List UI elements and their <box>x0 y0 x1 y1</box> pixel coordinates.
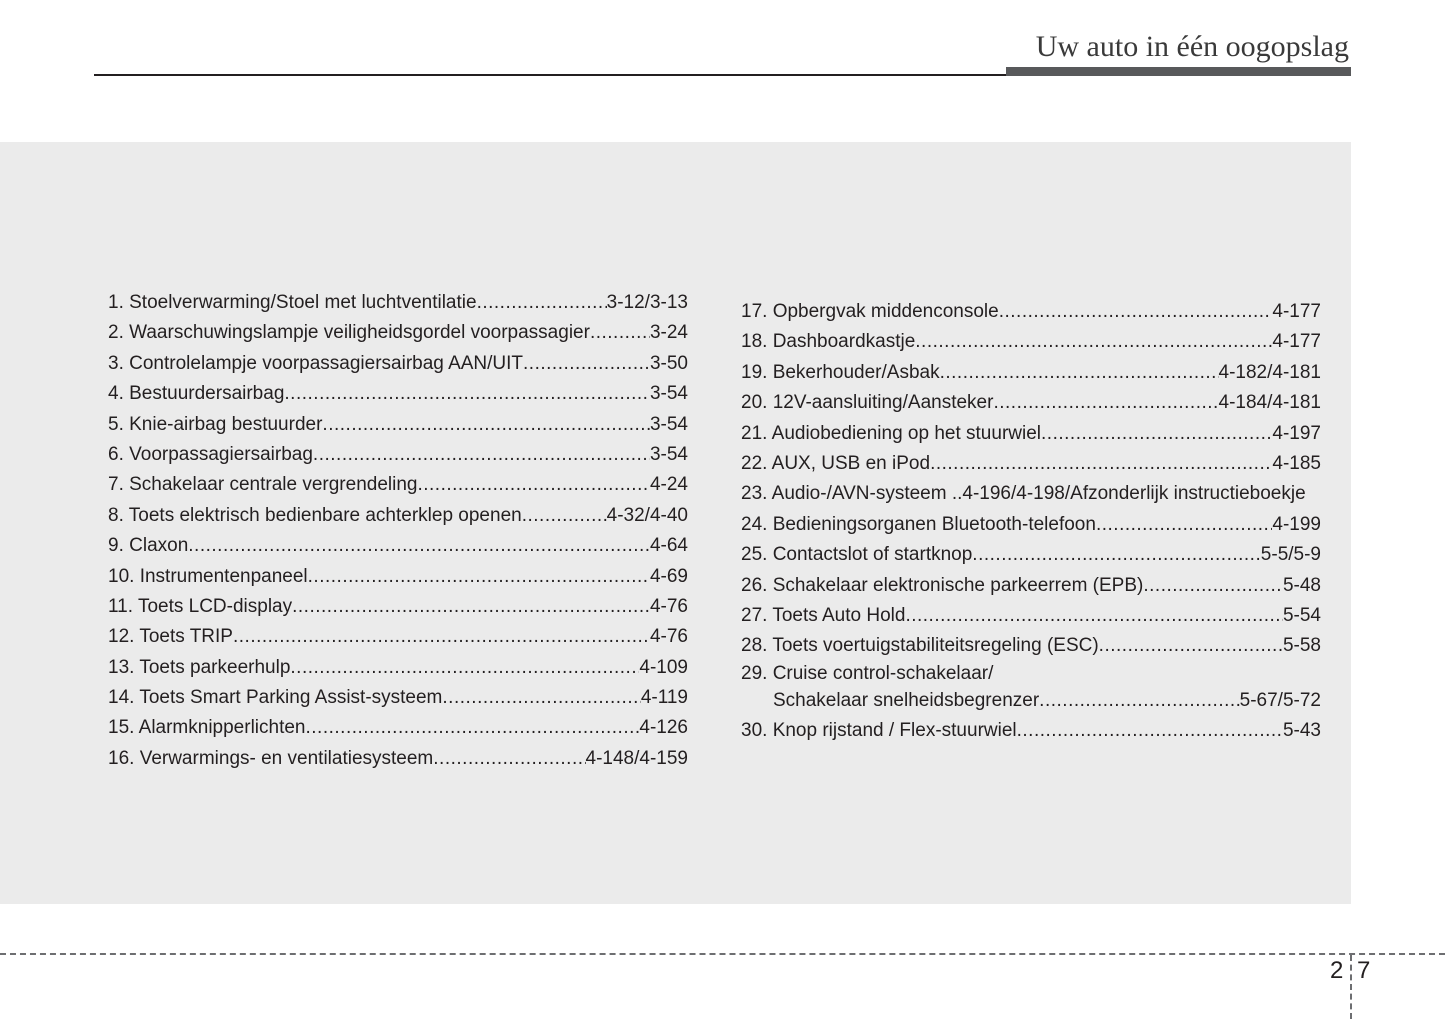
left-column <box>108 288 688 774</box>
list-item: 14. Toets Smart Parking Assist-systeem ..... 4-119 <box>108 683 688 713</box>
list-item: 20. 12V-aansluiting/Aansteker ..... 4-184/4-181 <box>741 388 1321 418</box>
list-item: 25. Contactslot of startknop ..... 5-5/5-9 <box>741 540 1321 570</box>
list-item: 11. Toets LCD-display ..... 4-76 <box>108 592 688 622</box>
list-item: 23. Audio-/AVN-systeem ..4-196/4-198/Afzonderlijk instructieboekje <box>741 483 1306 505</box>
list-item: 8. Toets elektrisch bedienbare achterklep openen ..... 4-32/4-40 <box>108 501 688 531</box>
list-item: 18. Dashboardkastje ..... 4-177 <box>741 327 1321 357</box>
list-item: 17. Opbergvak middenconsole ..... 4-177 <box>741 297 1321 327</box>
list-item: 4. Bestuurdersairbag ..... 3-54 <box>108 379 688 409</box>
list-item: 3. Controlelampje voorpassagiersairbag AAN/UIT ..... 3-50 <box>108 349 688 379</box>
list-item: 12. Toets TRIP ..... 4-76 <box>108 622 688 652</box>
page-number-divider <box>1350 955 1352 1019</box>
list-item: 15. Alarmknipperlichten ..... 4-126 <box>108 713 688 743</box>
list-item: 27. Toets Auto Hold ..... 5-54 <box>741 601 1321 631</box>
header-rule <box>94 74 1006 76</box>
list-item: 1. Stoelverwarming/Stoel met luchtventilatie ..... 3-12/3-13 <box>108 288 688 318</box>
list-item: 9. Claxon ..... 4-64 <box>108 531 688 561</box>
header-rule-accent <box>1006 67 1351 76</box>
footer-rule <box>0 953 1445 955</box>
list-item: 10. Instrumentenpaneel ..... 4-69 <box>108 562 688 592</box>
list-item: 7. Schakelaar centrale vergrendeling ..... 4-24 <box>108 470 688 500</box>
list-item: 19. Bekerhouder/Asbak ..... 4-182/4-181 <box>741 358 1321 388</box>
list-item: 28. Toets voertuigstabiliteitsregeling (ESC) ..... 5-58 <box>741 631 1321 661</box>
page-number: 7 <box>1357 957 1371 984</box>
list-item: 21. Audiobediening op het stuurwiel ..... 4-197 <box>741 419 1321 449</box>
list-item: 16. Verwarmings- en ventilatiesysteem ..... 4-148/4-159 <box>108 744 688 774</box>
list-item: 24. Bedieningsorganen Bluetooth-telefoon ..... 4-199 <box>741 510 1321 540</box>
right-column <box>741 297 1321 746</box>
list-item: 29. Cruise control-schakelaar/ Schakelaar snelheidsbegrenzer ..... 5-67/5-72 <box>741 662 1321 716</box>
list-item: 6. Voorpassagiersairbag ..... 3-54 <box>108 440 688 470</box>
section-number: 2 <box>1330 957 1344 984</box>
list-item: 2. Waarschuwingslampje veiligheidsgordel voorpassagier ..... 3-24 <box>108 318 688 348</box>
list-item: 5. Knie-airbag bestuurder ..... 3-54 <box>108 410 688 440</box>
list-item: 26. Schakelaar elektronische parkeerrem (EPB) ..... 5-48 <box>741 571 1321 601</box>
list-item: 22. AUX, USB en iPod ..... 4-185 <box>741 449 1321 479</box>
list-item: 30. Knop rijstand / Flex-stuurwiel ..... 5-43 <box>741 716 1321 746</box>
list-item: 13. Toets parkeerhulp ..... 4-109 <box>108 653 688 683</box>
page-header-title: Uw auto in één oogopslag <box>1035 30 1349 63</box>
